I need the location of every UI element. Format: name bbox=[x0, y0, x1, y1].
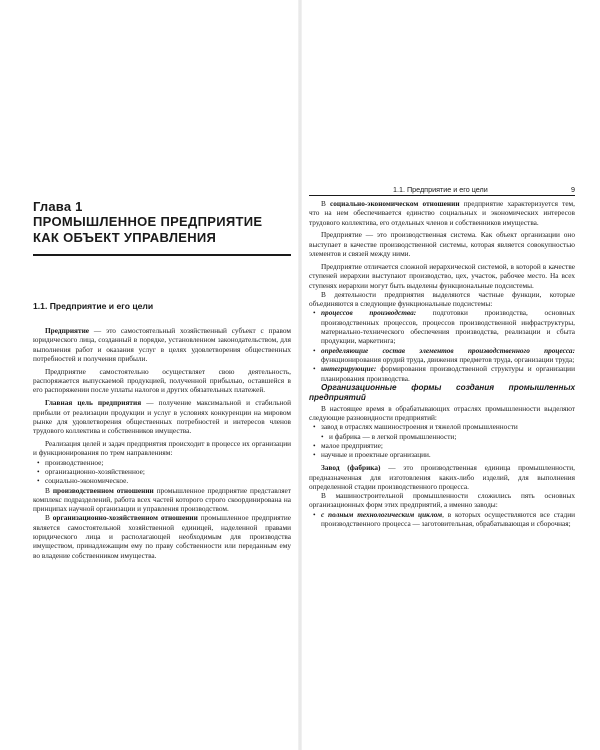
chapter-label: Глава 1 bbox=[33, 199, 83, 214]
enterprise-type-list bbox=[309, 422, 575, 459]
paragraph: Предприятие — это самостоятельный хозяйственный субъект с правом юридического лица, созданный в порядке, установленном законодательством, для выполнения работ и оказания услуг в целях удовлетворения общественных потребностей и получения прибыли. bbox=[33, 326, 291, 363]
bullet-icon: • bbox=[37, 466, 40, 476]
bullet-icon: • bbox=[321, 431, 324, 441]
term: производственном отношении bbox=[52, 485, 154, 495]
bullet-icon: • bbox=[313, 364, 316, 374]
term: Главная цель предприятия bbox=[45, 398, 142, 408]
page-number: 9 bbox=[571, 185, 575, 194]
paragraph: Главная цель предприятия — получение максимальной и стабильной прибыли от реализации продукции и услуг в условиях конкуренции на мировом рынке для удовлетворения общественных потребностей и интересов членов трудового коллектива и собственников имущества. bbox=[33, 398, 291, 436]
subsystem-list bbox=[309, 308, 575, 382]
term: процессов производства: bbox=[321, 308, 417, 318]
list-item: • организационно-хозяйственное; bbox=[37, 466, 145, 476]
term: организационно-хозяйственном отношении bbox=[52, 513, 198, 523]
paragraph: Реализация целей и задач предприятия происходит в процессе их организации и функционирования по трем направлениям: bbox=[33, 439, 291, 458]
paragraph: В деятельности предприятия выделяются частные функции, которые объединяются в следующие функциональные подсистемы: bbox=[309, 289, 575, 309]
paragraph: Завод (фабрика) — это производственная единица промышленности, предназначенная для изготовления каких-либо изделий, для выполнения определенной стадии производственного процесса. bbox=[309, 463, 575, 491]
paragraph: В организационно-хозяйственном отношении промышленное предприятие является самостоятельной хозяйственной единицей, наделенной правами юридического лица и располагающей необходимым для производства имуществом, принадлежащим ему по праву собственности или переданным ему во владение собственником имущества. bbox=[33, 513, 291, 560]
bullet-icon: • bbox=[37, 457, 40, 467]
list-item: • процессов производства: подготовки производства, основных производственных процессов, процессов производственной инфраструктуры, материально-технического обеспечения производства, реализации и сбыта продукции, маркетинга; bbox=[313, 308, 575, 346]
paragraph: Предприятие самостоятельно осуществляет свою деятельность, распоряжается выпускаемой продукцией, полученной прибылью, оставшейся в его распоряжении после уплаты налогов и других обязательных платежей. bbox=[33, 366, 291, 395]
paragraph: Предприятие отличается сложной иерархической системой, в которой в качестве ступеней иерархии выступают производство, цех, участок, рабочее место. На всех ступенях иерархии могут быть выделены функциональные подсистемы. bbox=[309, 261, 575, 290]
paragraph: В машиностроительной промышленности сложились пять основных организационных форм этих предприятий, а именно заводы: bbox=[309, 491, 575, 510]
term: интегрирующие: bbox=[321, 364, 377, 374]
paragraph: В производственном отношении промышленное предприятие представляет комплекс подразделений, работа всех частей которого строго скоординирована на принципах научной организации и управления производством. bbox=[33, 485, 291, 514]
bullet-icon: • bbox=[313, 450, 316, 460]
bullet-icon: • bbox=[37, 476, 40, 486]
section-heading: 1.1. Предприятие и его цели bbox=[33, 301, 154, 311]
chapter-title bbox=[33, 214, 293, 246]
list-item: • завод в отраслях машиностроения и тяжелой промышленности bbox=[313, 422, 518, 432]
right-page bbox=[300, 0, 600, 750]
bullet-icon: • bbox=[313, 345, 316, 355]
term: Предприятие bbox=[45, 326, 90, 335]
list-item: • малое предприятие; bbox=[313, 441, 383, 451]
paragraph: В настоящее время в обрабатывающих отраслях промышленности выделяют следующие разновидности предприятий: bbox=[309, 403, 575, 423]
running-title: 1.1. Предприятие и его цели bbox=[393, 185, 488, 194]
term: Завод (фабрика) bbox=[321, 463, 381, 473]
chapter-title-line-2: КАК ОБЪЕКТ УПРАВЛЕНИЯ bbox=[33, 230, 217, 245]
paragraph: В социально-экономическом отношении предприятие характеризуется тем, что на нем обеспечивается единство социальных и экономических интересов трудового коллектива, его отдельных членов и собственников имущества. bbox=[309, 199, 575, 227]
chapter-title-line-1: ПРОМЫШЛЕННОЕ ПРЕДПРИЯТИЕ bbox=[33, 214, 263, 229]
term: определяющие состав элементов производственного процесса: bbox=[321, 345, 575, 355]
list-item: • определяющие состав элементов производственного процесса: функционирования орудий труда, движения предметов труда, организации труда; bbox=[313, 345, 575, 364]
paragraph: Предприятие — это производственная система. Как объект организации оно выступает в качестве производственной системы, которая является совокупностью элементов и связей между ними. bbox=[309, 230, 575, 259]
subsection-heading: Организационные формы создания промышленных предприятий bbox=[309, 382, 575, 403]
list-item: • научные и проектные организации. bbox=[313, 450, 431, 460]
term: с полным технологическим циклом bbox=[321, 509, 443, 519]
running-header bbox=[309, 183, 575, 196]
bullet-icon: • bbox=[313, 441, 316, 451]
list-item: • производственное; bbox=[37, 457, 104, 467]
list-item: • с полным технологическим циклом, в которых осуществляются все стадии производственного процесса — заготовительная, обрабатывающая и сборочная; bbox=[313, 509, 576, 528]
direction-list bbox=[33, 458, 291, 486]
term: социально-экономическом отношении bbox=[330, 199, 460, 208]
factory-form-list bbox=[309, 510, 575, 529]
list-item: • социально-экономическое. bbox=[37, 476, 129, 486]
bullet-icon: • bbox=[313, 509, 316, 519]
bullet-icon: • bbox=[313, 308, 316, 318]
left-text-column bbox=[33, 326, 291, 560]
bullet-icon: • bbox=[313, 422, 316, 432]
chapter-rule bbox=[33, 254, 291, 256]
right-text-column bbox=[309, 199, 575, 528]
list-item: • и фабрика — в легкой промышленности; bbox=[321, 431, 457, 441]
list-item: • интегрирующие: формирования производственной структуры и организации планирования производства. bbox=[313, 364, 575, 383]
